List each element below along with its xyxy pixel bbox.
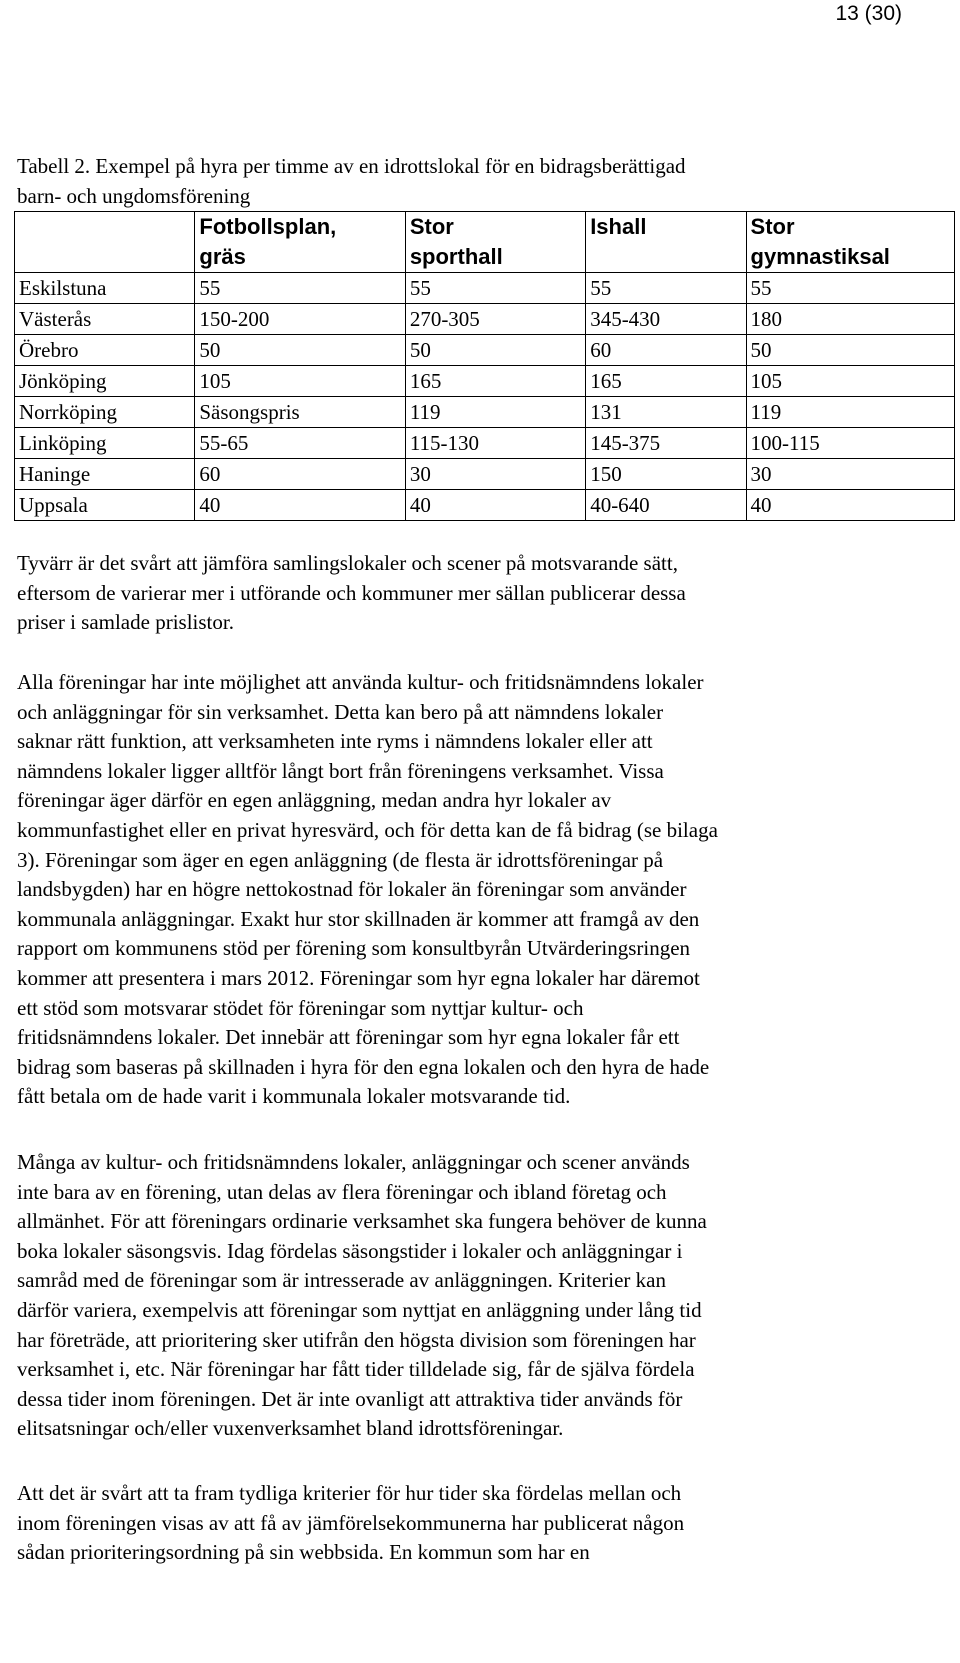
paragraph-line: saknar rätt funktion, att verksamheten inte ryms i nämndens lokaler eller att <box>17 729 653 754</box>
paragraph-line: landsbygden) har en högre nettokostnad för lokaler än föreningar som använder <box>17 877 687 902</box>
price-cell: 119 <box>746 397 954 428</box>
table-row <box>15 459 955 490</box>
price-cell: 270-305 <box>405 304 585 335</box>
price-cell: 55 <box>586 273 746 304</box>
paragraph-criteria <box>17 1479 922 1568</box>
paragraph-line: ett stöd som motsvarar stödet för föreningar som nyttjar kultur- och <box>17 995 584 1020</box>
paragraph-line: Att det är svårt att ta fram tydliga kriterier för hur tider ska fördelas mellan och <box>17 1481 682 1505</box>
paragraph-line: fritidsnämndens lokaler. Det innebär att föreningar som hyr egna lokaler får ett <box>17 1025 680 1050</box>
paragraph-comparison <box>17 549 922 638</box>
paragraph-shared-facilities <box>17 1148 922 1444</box>
price-cell: 180 <box>746 304 954 335</box>
header-cell-ishall: Ishall <box>586 212 746 273</box>
price-cell: 40 <box>405 490 585 521</box>
price-cell: 50 <box>405 335 585 366</box>
table-caption <box>17 151 917 211</box>
price-cell: 105 <box>195 366 405 397</box>
price-cell: 55 <box>195 273 405 304</box>
price-cell: Säsongspris <box>195 397 405 428</box>
table-header-row <box>15 212 955 273</box>
price-cell: 30 <box>405 459 585 490</box>
price-cell: 50 <box>746 335 954 366</box>
price-cell: 60 <box>586 335 746 366</box>
paragraph-line: elitsatsningar och/eller vuxenverksamhet bland idrottsföreningar. <box>17 1416 564 1441</box>
city-cell: Haninge <box>15 459 195 490</box>
paragraph-line: därför variera, exempelvis att föreningar som nyttjat en anläggning under lång tid <box>17 1297 702 1322</box>
city-cell: Västerås <box>15 304 195 335</box>
paragraph-line: allmänhet. För att föreningars ordinarie verksamhet ska fungera behöver de kunna <box>17 1209 707 1234</box>
paragraph-line: dessa tider inom föreningen. Det är inte ovanligt att attraktiva tider används för <box>17 1386 683 1411</box>
city-cell: Linköping <box>15 428 195 459</box>
price-cell: 150-200 <box>195 304 405 335</box>
price-cell: 145-375 <box>586 428 746 459</box>
price-cell: 345-430 <box>586 304 746 335</box>
header-cell-gymnastiksal: Stor gymnastiksal <box>746 212 954 273</box>
page-number: 13 (30) <box>835 2 902 25</box>
header-cell-sporthall: Stor sporthall <box>405 212 585 273</box>
paragraph-line: Tyvärr är det svårt att jämföra samlingslokaler och scener på motsvarande sätt, <box>17 551 678 575</box>
price-cell: 40 <box>195 490 405 521</box>
city-cell: Jönköping <box>15 366 195 397</box>
price-cell: 55-65 <box>195 428 405 459</box>
rent-table <box>14 211 955 521</box>
table-row <box>15 490 955 521</box>
paragraph-line: kommunala anläggningar. Exakt hur stor skillnaden är kommer att framgå av den <box>17 906 700 931</box>
price-cell: 131 <box>586 397 746 428</box>
price-cell: 40 <box>746 490 954 521</box>
paragraph-line: sådan prioriteringsordning på sin webbsida. En kommun som har en <box>17 1540 590 1565</box>
paragraph-line: och anläggningar för sin verksamhet. Detta kan bero på att nämndens lokaler <box>17 699 664 724</box>
price-cell: 30 <box>746 459 954 490</box>
price-cell: 60 <box>195 459 405 490</box>
paragraph-line: verksamhet i, etc. När föreningar har fått tider tilldelade sig, får de själva fördela <box>17 1357 695 1382</box>
price-cell: 105 <box>746 366 954 397</box>
table-body <box>15 273 955 521</box>
paragraph-line: kommer att presentera i mars 2012. Föreningar som hyr egna lokaler har däremot <box>17 965 700 990</box>
price-cell: 40-640 <box>586 490 746 521</box>
paragraph-line: 3). Föreningar som äger en egen anläggning (de flesta är idrottsföreningar på <box>17 847 664 872</box>
paragraph-line: Alla föreningar har inte möjlighet att använda kultur- och fritidsnämndens lokaler <box>17 670 704 694</box>
table-row <box>15 335 955 366</box>
price-cell: 100-115 <box>746 428 954 459</box>
city-cell: Uppsala <box>15 490 195 521</box>
header-cell-football: Fotbollsplan, gräs <box>195 212 405 273</box>
paragraph-access <box>17 668 922 1112</box>
city-cell: Örebro <box>15 335 195 366</box>
paragraph-line: Många av kultur- och fritidsnämndens lokaler, anläggningar och scener används <box>17 1150 690 1174</box>
price-cell: 119 <box>405 397 585 428</box>
paragraph-line: inom föreningen visas av att få av jämförelsekommunerna har publicerat någon <box>17 1510 685 1535</box>
table-row <box>15 428 955 459</box>
paragraph-line: priser i samlade prislistor. <box>17 610 234 635</box>
paragraph-line: fått betala om de hade varit i kommunala lokaler motsvarande tid. <box>17 1084 571 1109</box>
paragraph-line: eftersom de varierar mer i utförande och kommuner mer sällan publicerar dessa <box>17 580 686 605</box>
paragraph-line: inte bara av en förening, utan delas av flera föreningar och ibland företag och <box>17 1179 667 1204</box>
city-cell: Eskilstuna <box>15 273 195 304</box>
caption-line: Tabell 2. Exempel på hyra per timme av en idrottslokal för en bidragsberättigad <box>17 154 686 178</box>
price-cell: 50 <box>195 335 405 366</box>
paragraph-line: har företräde, att prioritering sker utifrån den högsta division som föreningen har <box>17 1327 696 1352</box>
price-cell: 165 <box>405 366 585 397</box>
table-row <box>15 273 955 304</box>
paragraph-line: föreningar äger därför en egen anläggning, medan andra hyr lokaler av <box>17 788 612 813</box>
table-row <box>15 304 955 335</box>
header-cell-city <box>15 212 195 273</box>
paragraph-line: nämndens lokaler ligger alltför långt bort från föreningens verksamhet. Vissa <box>17 758 664 783</box>
price-cell: 115-130 <box>405 428 585 459</box>
paragraph-line: bidrag som baseras på skillnaden i hyra för den egna lokalen och den hyra de hade <box>17 1054 710 1079</box>
paragraph-line: kommunfastighet eller en privat hyresvärd, och för detta kan de få bidrag (se bilaga <box>17 817 718 842</box>
caption-line: barn- och ungdomsförening <box>17 184 251 208</box>
paragraph-line: boka lokaler säsongsvis. Idag fördelas säsongstider i lokaler och anläggningar i <box>17 1238 683 1263</box>
price-cell: 55 <box>405 273 585 304</box>
paragraph-line: rapport om kommunens stöd per förening som konsultbyrån Utvärderingsringen <box>17 936 691 961</box>
price-cell: 55 <box>746 273 954 304</box>
price-cell: 150 <box>586 459 746 490</box>
price-cell: 165 <box>586 366 746 397</box>
city-cell: Norrköping <box>15 397 195 428</box>
table-row <box>15 397 955 428</box>
table-row <box>15 366 955 397</box>
paragraph-line: samråd med de föreningar som är intresserade av anläggningen. Kriterier kan <box>17 1268 666 1293</box>
